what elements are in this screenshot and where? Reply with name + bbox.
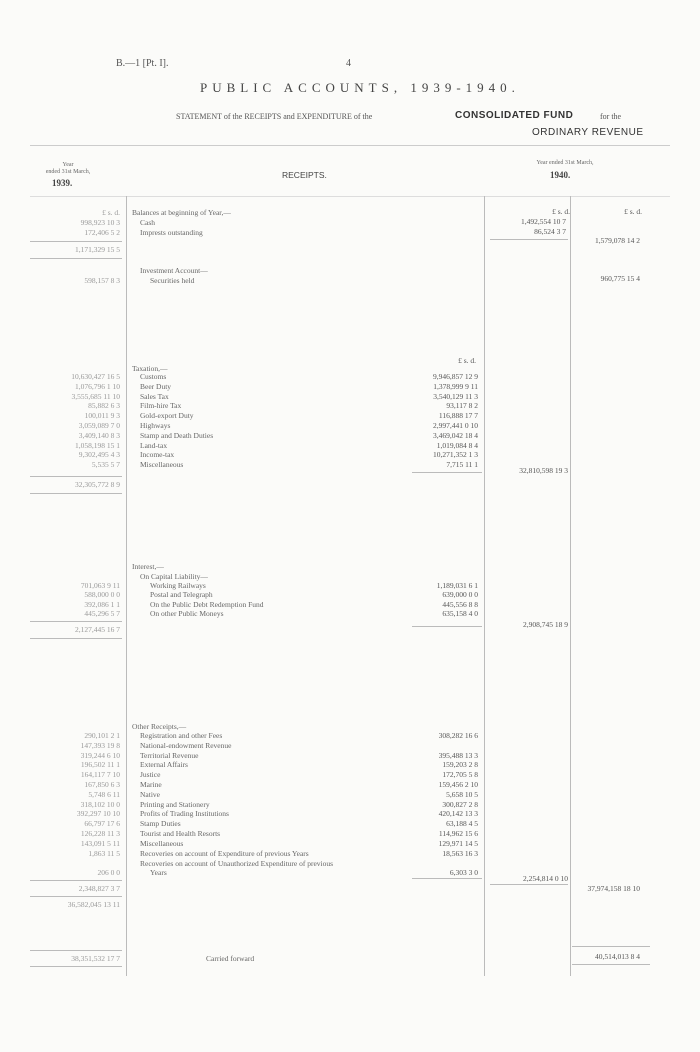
taxation-row-prev: 5,535 5 7 <box>91 460 120 470</box>
balances-cash-prev: 998,923 10 3 <box>80 218 120 227</box>
investment-total: 960,775 15 4 <box>600 274 640 283</box>
taxation-row-value: 116,888 17 7 <box>438 411 478 421</box>
interest-row-value: 445,556 8 8 <box>442 599 478 609</box>
taxation-row-value: 9,946,857 12 9 <box>433 372 478 381</box>
interest-subheading: On Capital Liability— <box>140 572 208 581</box>
other-row-label: Justice <box>140 770 161 780</box>
taxation-row-label: Highways <box>140 421 171 430</box>
taxation-row-label: Sales Tax <box>140 391 169 401</box>
taxation-prev-total: 32,305,772 8 9 <box>75 480 120 489</box>
balances-imprests-label: Imprests outstanding <box>140 228 203 237</box>
interest-heading: Interest,— <box>132 562 164 571</box>
balances-imprests-prev: 172,406 5 2 <box>84 228 120 237</box>
other-total: 2,254,814 0 10 <box>523 874 568 883</box>
other-row-value: 420,142 13 3 <box>438 809 478 819</box>
interest-row-value: 635,158 4 0 <box>442 609 478 619</box>
interest-row-prev: 701,063 9 11 <box>80 581 120 590</box>
taxation-row-value: 1,378,999 9 11 <box>433 381 478 391</box>
other-row-prev: 164,117 7 10 <box>80 770 120 780</box>
interest-row-label: On the Public Debt Redemption Fund <box>150 599 264 609</box>
statement-subtitle: STATEMENT of the RECEIPTS and EXPENDITURE of the <box>176 112 373 121</box>
other-row-prev: 392,297 10 10 <box>76 809 120 819</box>
taxation-row-label: Beer Duty <box>140 381 172 391</box>
page-title: PUBLIC ACCOUNTS, 1939-1940. <box>200 80 520 95</box>
other-row-label: Recoveries on account of Expenditure of previous Years <box>140 848 309 858</box>
taxation-row-value: 3,540,129 11 3 <box>433 391 478 401</box>
report-reference: B.—1 [Pt. I]. <box>116 58 169 69</box>
page-number: 4 <box>346 58 351 69</box>
other-row-prev: 319,244 6 10 <box>80 750 120 760</box>
interest-row-label: Working Railways <box>150 581 206 590</box>
rule-inner <box>484 196 485 976</box>
balances-cash-label: Cash <box>140 218 155 227</box>
interest-row-prev: 588,000 0 0 <box>84 590 120 600</box>
taxation-row-value: 7,715 11 1 <box>446 460 478 470</box>
taxation-row-prev: 85,882 6 3 <box>88 401 120 411</box>
other-row-value: 129,971 14 5 <box>438 838 478 848</box>
taxation-row-prev: 1,058,198 15 1 <box>75 440 120 450</box>
taxation-row-label: Customs <box>140 372 167 381</box>
ordinary-revenue: ORDINARY REVENUE <box>532 127 644 138</box>
taxation-row-prev: 100,011 9 3 <box>84 411 120 421</box>
taxation-row-prev: 3,059,089 7 0 <box>78 421 120 430</box>
carried-forward-label: Carried forward <box>206 954 255 963</box>
interest-prev-total: 2,127,445 16 7 <box>75 625 120 634</box>
carried-forward-prev: 38,351,532 17 7 <box>71 954 120 963</box>
unauthorized-prev: 206 0 0 <box>97 868 120 877</box>
other-row-value: 159,203 2 8 <box>442 760 478 770</box>
investment-prev: 598,157 8 3 <box>84 276 120 285</box>
balances-prev-total: 1,171,329 15 5 <box>75 245 120 254</box>
other-row-prev: 147,393 19 8 <box>80 740 120 750</box>
other-row-value: 18,563 16 3 <box>442 848 478 858</box>
grand-total: 37,974,158 18 10 <box>587 884 640 893</box>
other-row-value: 114,962 15 6 <box>438 829 478 838</box>
taxation-row-value: 93,117 8 2 <box>446 401 478 411</box>
interest-total: 2,908,745 18 9 <box>523 620 568 629</box>
receipts-heading: RECEIPTS. <box>282 170 327 180</box>
balances-cash-value: 1,492,554 10 7 <box>521 217 566 226</box>
right-year-value: 1940. <box>550 170 571 180</box>
taxation-row-prev: 1,076,796 1 10 <box>75 381 120 391</box>
other-row-prev: 5,748 6 11 <box>88 789 120 799</box>
other-row-value: 308,282 16 6 <box>438 731 478 740</box>
rule-left <box>126 196 127 976</box>
other-row-value: 159,456 2 10 <box>438 780 478 789</box>
other-prev-total: 2,348,827 3 7 <box>78 884 120 893</box>
other-row-prev: 196,502 11 1 <box>80 760 120 770</box>
other-row-value: 5,658 10 5 <box>446 789 478 799</box>
taxation-row-label: Film-hire Tax <box>140 401 182 411</box>
taxation-row-prev: 10,630,427 16 5 <box>71 372 120 381</box>
other-row-label: Tourist and Health Resorts <box>140 829 221 838</box>
other-row-prev: 1,863 11 5 <box>88 848 120 858</box>
balances-heading: Balances at beginning of Year,— <box>132 208 231 217</box>
other-row-label: External Affairs <box>140 760 188 770</box>
other-row-prev: 167,850 6 3 <box>84 780 120 789</box>
interest-row-label: Postal and Telegraph <box>150 590 213 600</box>
taxation-row-label: Stamp and Death Duties <box>140 430 214 440</box>
taxation-row-label: Land-tax <box>140 440 168 450</box>
left-year-value: 1939. <box>52 178 73 188</box>
taxation-row-label: Gold-export Duty <box>140 411 194 421</box>
investment-label: Securities held <box>150 276 195 285</box>
taxation-row-label: Income-tax <box>140 450 175 460</box>
taxation-total: 32,810,598 19 3 <box>519 466 568 475</box>
other-row-value: 63,188 4 5 <box>446 819 478 829</box>
other-row-label: Territorial Revenue <box>140 750 199 760</box>
other-heading: Other Receipts,— <box>132 722 187 731</box>
other-row-label: Registration and other Fees <box>140 731 223 740</box>
carried-forward-total: 40,514,013 8 4 <box>595 952 640 961</box>
other-row-prev: 143,091 5 11 <box>80 838 120 848</box>
other-row-prev: 290,101 2 1 <box>84 731 120 740</box>
other-row-label: Profits of Trading Institutions <box>140 809 229 819</box>
grand-prev-total: 36,582,045 13 11 <box>67 900 120 909</box>
rule-right <box>570 196 571 976</box>
taxation-row-prev: 9,302,495 4 3 <box>78 450 120 460</box>
unauthorized-label-1: Recoveries on account of Unauthorized Expenditure of previous <box>140 859 334 868</box>
taxation-row-value: 2,997,441 0 10 <box>433 421 478 430</box>
other-row-label: National-endowment Revenue <box>140 740 232 750</box>
other-row-label: Printing and Stationery <box>140 799 210 809</box>
interest-row-prev: 445,296 5 7 <box>84 609 120 619</box>
interest-row-value: 1,189,031 6 1 <box>436 581 478 590</box>
taxation-currency: £ s. d. <box>458 356 476 365</box>
other-row-prev: 66,797 17 6 <box>84 819 120 829</box>
currency-inner: £ s. d. <box>552 207 570 216</box>
currency-total: £ s. d. <box>624 207 642 216</box>
for-the-text: for the <box>600 112 622 121</box>
other-row-label: Marine <box>140 780 162 789</box>
taxation-heading: Taxation,— <box>132 364 168 373</box>
fund-name: CONSOLIDATED FUND <box>455 110 574 121</box>
right-year-heading: Year ended 31st March, <box>536 160 594 166</box>
currency-left: £ s. d. <box>102 208 120 217</box>
taxation-row-value: 10,271,352 1 3 <box>433 450 478 460</box>
taxation-row-label: Miscellaneous <box>140 460 184 470</box>
other-row-prev: 318,102 10 0 <box>80 799 120 809</box>
taxation-row-prev: 3,409,140 8 3 <box>78 430 120 440</box>
other-row-label: Native <box>140 789 160 799</box>
taxation-row-value: 3,469,042 18 4 <box>433 430 478 440</box>
unauthorized-value: 6,303 3 0 <box>449 868 478 877</box>
other-row-value: 395,488 13 3 <box>438 750 478 760</box>
other-row-label: Miscellaneous <box>140 838 184 848</box>
left-year-heading: Year ended 31st March, <box>45 162 91 175</box>
interest-row-prev: 392,086 1 1 <box>84 599 120 609</box>
interest-row-value: 639,000 0 0 <box>442 590 478 600</box>
balances-imprests-value: 86,524 3 7 <box>534 227 566 236</box>
other-row-label: Stamp Duties <box>140 819 181 829</box>
taxation-row-prev: 3,555,685 11 10 <box>71 391 120 401</box>
other-row-prev: 126,228 11 3 <box>80 829 120 838</box>
taxation-row-value: 1,019,084 8 4 <box>436 440 478 450</box>
investment-heading: Investment Account— <box>140 266 208 275</box>
balances-total: 1,579,078 14 2 <box>595 236 640 245</box>
interest-row-label: On other Public Moneys <box>150 609 224 619</box>
other-row-value: 172,705 5 8 <box>442 770 478 780</box>
unauthorized-label-2: Years <box>150 868 167 877</box>
other-row-value: 300,827 2 8 <box>442 799 478 809</box>
